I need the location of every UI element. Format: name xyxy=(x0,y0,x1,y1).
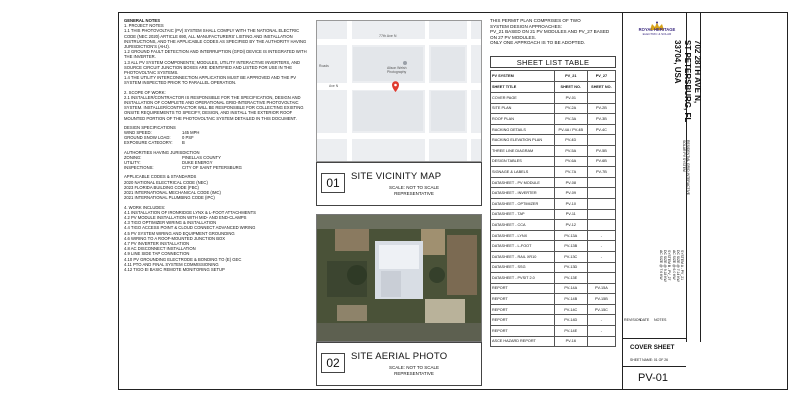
sheet-number-cell: - xyxy=(587,241,615,252)
sheet-number-cell xyxy=(587,273,615,284)
vicinity-map[interactable] xyxy=(316,20,482,162)
sheet-number-cell xyxy=(587,220,615,231)
work-item: 4.2 PV MODULE INSTALLATION WITH MID- AND END-CLAMPS xyxy=(124,214,247,220)
sheet-number-cell: PV-2A xyxy=(554,103,587,114)
aerial-photo-graphic xyxy=(317,215,482,342)
ahj-value: PINELLAS COUNTY xyxy=(182,154,221,160)
sheet-title-cell: SHEET TITLE xyxy=(491,82,555,93)
map-label-street: 77th Ave N xyxy=(379,34,397,38)
sheet-title-cell: RACKING DETAILS xyxy=(491,124,555,135)
codes-header: APPLICABLE CODES & STANDARDS xyxy=(124,174,197,180)
sheet-number-cell xyxy=(587,336,615,347)
project-note: 1.1 THIS PHOTOVOLTAIC (PV) SYSTEM SHALL COMPLY WITH THE NATIONAL ELECTRIC CODE (NEC 2020) ARTICLE 690, ALL MANUFACTURERS' LISTING AND INSTALLATION INSTRUCTIONS, AND THE APPLICABLE CODES AS SPECIFIED BY THE AUTHORITY HAVING JURISDICTION'S (AHJ). xyxy=(124,28,307,50)
sheet-number-cell: SHEET NO. xyxy=(587,82,615,93)
aerial-scale-note: REPRESENTATIVE xyxy=(394,370,434,376)
system-line: DC SIZE @ 9.18 KW xyxy=(663,250,668,282)
sheet-title-cell: DATASHEET - PV MODULE xyxy=(491,177,555,188)
sheet-title-cell: REPORT xyxy=(491,315,555,326)
sheet-title-cell: DATASHEET - L-FOOT xyxy=(491,241,555,252)
table-row xyxy=(491,283,616,294)
work-item: 4.1 INSTALLATION OF IRONRIDGE LYNX & L-FOOT ATTACHMENTS xyxy=(124,209,256,215)
system-line: AC SIZE @ 7.6 KW xyxy=(658,250,663,280)
sheet-number-cell: PV-14C xyxy=(554,304,587,315)
sheet-title-cell: REPORT xyxy=(491,304,555,315)
sheet-number-cell: PV-14B xyxy=(554,294,587,305)
sheet-number-cell: PV-01 xyxy=(554,93,587,104)
system-line: AC SIZE @ 6.0 KW xyxy=(671,250,676,280)
spec-key: WIND SPEED: xyxy=(124,130,152,136)
aerial-title-box xyxy=(316,342,482,386)
table-row xyxy=(491,145,616,156)
address-line: ST PETERSBURG, FL xyxy=(683,40,692,123)
sheet-title-cell: REPORT xyxy=(491,283,555,294)
table-row xyxy=(491,230,616,241)
design-specs-header: DESIGN SPECIFICATIONS xyxy=(124,124,176,130)
work-item: 4.6 WIRING TO A ROOF-MOUNTED JUNCTION BOX xyxy=(124,235,226,241)
code-item: 2023 FLORIDA BUILDING CODE (FBC) xyxy=(124,184,199,190)
title-block-divider xyxy=(622,12,623,390)
sheet-title-cell: COVER PAGE xyxy=(491,93,555,104)
work-item: 4.12 TIGO EI BASIC REMOTE MONITORING SETUP xyxy=(124,266,225,272)
work-item: 4.9 LINE SIDE TAP CONNECTION xyxy=(124,251,190,257)
sheet-number-cell: PV-4A / PV-4B xyxy=(554,124,587,135)
sheet-number-cell: PV-4C xyxy=(587,124,615,135)
sheet-number-cell: PV-14E xyxy=(554,326,587,337)
table-row xyxy=(491,273,616,284)
sheet-number-cell xyxy=(587,198,615,209)
sheet-number-cell: PV-15B xyxy=(587,294,615,305)
system-line: SYSTEM B - PV_27 xyxy=(667,250,672,281)
work-item: 4.7 PV INVERTER INSTALLATION xyxy=(124,240,190,246)
sheet-title-cell: DATASHEET - SSG xyxy=(491,262,555,273)
table-row xyxy=(491,220,616,231)
table-header-row xyxy=(491,71,616,82)
sheet-title-cell: SITE PLAN xyxy=(491,103,555,114)
sheet-number-cell xyxy=(587,177,615,188)
aerial-number: 02 xyxy=(321,353,345,373)
aerial-scale-text: SCALE: NOT TO SCALE xyxy=(388,365,440,370)
table-row xyxy=(491,156,616,167)
project-address xyxy=(672,40,702,122)
project-note: 1.3 ALL PV SYSTEM COMPONENTS; MODULES, UTILITY INTERACTIVE INVERTERS, AND SOURCE CIRCUIT JUNCTION BOXES ARE IDENTIFIED AND LISTED FOR USE IN THE PHOTOVOLTAIC SYSTEMS. xyxy=(124,59,301,76)
sheet-number-cell: PV-16 xyxy=(554,336,587,347)
sheet-number-cell xyxy=(587,262,615,273)
work-header: 4. WORK INCLUDES: xyxy=(124,204,166,210)
notes-col: NOTES xyxy=(654,318,667,322)
sheet-list-title: SHEET LIST TABLE xyxy=(490,56,616,68)
sheet-number-cell: PV-13E xyxy=(554,273,587,284)
sheet-number-cell: PV-6A xyxy=(554,156,587,167)
work-item: 4.4 TIGO ACCESS POINT & CLOUD CONNECT ADVANCED WIRING xyxy=(124,225,256,231)
sheet-number-cell xyxy=(587,188,615,199)
sheet-number-cell: PV-7A xyxy=(554,167,587,178)
sheet-title-cell: DATASHEET - PVSIT 2.0 xyxy=(491,273,555,284)
project-desc-line: RESIDENTIAL GRID-INTERACTIVE xyxy=(686,140,690,196)
sheet-number-cell: PV-7B xyxy=(587,167,615,178)
table-row xyxy=(491,103,616,114)
sheet-number-cell: - xyxy=(587,315,615,326)
system-line: DC SIZE @ 7.14 KW xyxy=(675,250,680,282)
vicinity-scale-text: SCALE: NOT TO SCALE xyxy=(388,185,440,190)
project-description xyxy=(682,140,690,195)
vicinity-title-box xyxy=(316,162,482,206)
table-row xyxy=(491,198,616,209)
company-name: ROYAL HERITAGE xyxy=(638,27,676,32)
approach-line: SYSTEM DESIGN APPROACHES: xyxy=(490,23,562,29)
date-col: DATE xyxy=(640,318,650,322)
sheet-number-cell: PV-15C xyxy=(587,304,615,315)
project-note: 1.4 THE UTILITY INTERCONNECTION APPLICATION MUST BE APPROVED AND THE PV SYSTEM INSPECTED PRIOR TO PARALLEL OPERATION. xyxy=(124,75,297,86)
table-row xyxy=(491,93,616,104)
map-label-business: Alison Welsh Photography xyxy=(387,66,407,74)
spec-value: B xyxy=(182,140,185,146)
work-item: 4.3 TIGO OPTIMIZER WIRING & INSTALLATION xyxy=(124,220,217,226)
general-notes xyxy=(124,16,308,386)
table-row xyxy=(491,294,616,305)
vicinity-number: 01 xyxy=(321,173,345,193)
sheet-number-cell: PV-10 xyxy=(554,198,587,209)
sheet-number-cell xyxy=(587,209,615,220)
sheet-number-cell: PV-2B xyxy=(587,103,615,114)
table-row xyxy=(491,188,616,199)
map-label-roads: Roads xyxy=(319,64,329,68)
code-item: 2021 INTERNATIONAL MECHANICAL CODE (IMC) xyxy=(124,190,221,196)
code-item: 2021 INTERNATIONAL PLUMBING CODE (IPC) xyxy=(124,195,215,201)
vicinity-scale xyxy=(351,185,477,196)
work-item: 4.11 PTO AND FINAL SYSTEM COMMISSIONING xyxy=(124,261,219,267)
code-item: 2020 NATIONAL ELECTRICAL CODE (NEC) xyxy=(124,179,208,185)
scope-text: 2.1 INSTALLER/CONTRACTOR IS RESPONSIBLE FOR THE SPECIFICATION, DESIGN AND INSTALLATION OF COMPLETE AND OPERATIONAL GRID-INTERACTIVE PHOTOVOLTAIC SYSTEM. INSTALLER/CONTRACTOR WILL BE RESPONSIBLE FOR COLLECTING EXISTING ONSITE REQUIREMENTS TO SPECIFY, DESIGN, AND INSTALL THE EXTERIOR ROOF MOUNTED PORTION OF THE PHOTOVOLTAIC SYSTEM DETAILED IN THIS DOCUMENT. xyxy=(124,94,304,121)
ahj-value: CITY OF SAINT PETERSBURG xyxy=(182,165,242,171)
system-line: SYSTEM A - PV_21 xyxy=(680,250,684,280)
project-desc-line: SOLAR PV SYSTEM xyxy=(681,140,686,172)
sheet-number-cell: SHEET NO. xyxy=(554,82,587,93)
approach-line: ONLY ONE APPROACH IS TO BE ADOPTED. xyxy=(490,40,586,46)
table-row xyxy=(491,135,616,146)
sheet-number-cell: PV-13C xyxy=(554,251,587,262)
sheet-number-cell xyxy=(587,93,615,104)
sheet-number-cell: PV-5A xyxy=(554,145,587,156)
sheet-of: SHEET NAME: 01 OF 26 xyxy=(630,358,669,362)
sheet-list-table xyxy=(490,70,616,347)
sheet-number-cell: PV-11 xyxy=(554,209,587,220)
ahj-key: INSPECTIONS: xyxy=(124,165,154,171)
sheet-title-cell: REPORT xyxy=(491,326,555,337)
header-cell: PV SYSTEM xyxy=(491,71,555,82)
system-summary xyxy=(659,250,684,282)
cover-divider-top xyxy=(622,338,686,339)
table-row xyxy=(491,209,616,220)
sheet-number-cell: PV-13D xyxy=(554,262,587,273)
sheet-title-cell: ASCE HAZARD REPORT xyxy=(491,336,555,347)
table-row xyxy=(491,262,616,273)
company-subtitle: ELECTRIC & SOLAR xyxy=(642,32,672,36)
sheet-title-cell: SIGNAGE & LABELS xyxy=(491,167,555,178)
header-cell: PV_27 xyxy=(587,71,615,82)
aerial-title: SITE AERIAL PHOTO xyxy=(351,351,448,362)
sheet-number: PV-01 xyxy=(638,372,668,384)
table-row xyxy=(491,124,616,135)
revision-header xyxy=(624,318,686,322)
work-item: 4.5 PV SYSTEM WIRING AND EQUIPMENT GROUNDING xyxy=(124,230,235,236)
approach-line: THIS PERMIT PLAN COMPRISES OF TWO xyxy=(490,18,581,23)
design-approach-note xyxy=(490,18,620,46)
sheet-title-cell: DATASHEET - LYNX xyxy=(491,230,555,241)
header-cell: PV_21 xyxy=(554,71,587,82)
sheet-title-cell: DATASHEET - OPTIMIZER xyxy=(491,198,555,209)
sheet-title-cell: ROOF PLAN xyxy=(491,114,555,125)
sheet-number-cell: PV-15A xyxy=(587,283,615,294)
cover-divider-bottom xyxy=(622,366,686,367)
table-row xyxy=(491,336,616,347)
sheet-number-cell: PV-12 xyxy=(554,220,587,231)
sheet-number-cell: PV-09 xyxy=(554,188,587,199)
table-row xyxy=(491,315,616,326)
table-row xyxy=(491,114,616,125)
sheet-number-cell: PV-3A xyxy=(554,114,587,125)
map-label-avenue: Ave N xyxy=(329,84,339,88)
sheet-number-cell xyxy=(587,135,615,146)
sheet-title-cell: REPORT xyxy=(491,294,555,305)
aerial-photo[interactable] xyxy=(316,214,482,342)
spec-value: 145 MPH xyxy=(182,130,200,136)
sheet-title-cell: DATASHEET - RAIL XR10 xyxy=(491,251,555,262)
sheet-number-cell: PV-14A xyxy=(554,283,587,294)
approach-line: PV_21 BASED ON 21 PV MODULES AND PV_27 BASED xyxy=(490,29,610,35)
revision-col: REVISION xyxy=(624,318,642,322)
sheet-title-cell: DATASHEET - TAP xyxy=(491,209,555,220)
table-row xyxy=(491,82,616,93)
general-notes-header: GENERAL NOTES xyxy=(124,18,160,23)
address-line: 702 28TH AVE N, xyxy=(693,40,702,104)
vicinity-scale-note: REPRESENTATIVE xyxy=(394,190,434,196)
work-item: 4.8 AC DISCONNECT INSTALLATION xyxy=(124,246,196,252)
sheet-number-cell: PV-3B xyxy=(587,114,615,125)
sheet-number-cell: PV-5B xyxy=(587,145,615,156)
sheet-number-cell: PV-13B xyxy=(554,241,587,252)
sheet-number-cell: PV-13A xyxy=(554,230,587,241)
sheet-title-cell: DESIGN TABLES xyxy=(491,156,555,167)
sheet-number-cell: PV-6B xyxy=(587,156,615,167)
sheet-number-cell: PV-08 xyxy=(554,177,587,188)
table-row xyxy=(491,326,616,337)
table-row xyxy=(491,304,616,315)
table-row xyxy=(491,251,616,262)
sheet-number-cell: - xyxy=(587,251,615,262)
table-row xyxy=(491,241,616,252)
sheet-title-cell: DATASHEET - CCA xyxy=(491,220,555,231)
ahj-key: ZONING: xyxy=(124,154,142,160)
sheet-number-cell: - xyxy=(587,230,615,241)
sheet-name: COVER SHEET xyxy=(630,344,675,351)
ahj-value: DUKE ENERGY xyxy=(182,160,213,166)
project-notes-header: 1. PROJECT NOTES xyxy=(124,23,164,29)
sheet-number-cell: PV-4D xyxy=(554,135,587,146)
approach-line: ON 27 PV MODULES. xyxy=(490,34,536,40)
project-note: 1.2 GROUND FAULT DETECTION AND INTERRUPTION (GFDI) DEVICE IS INTEGRATED WITH THE INVERTER. xyxy=(124,49,307,60)
table-row xyxy=(491,167,616,178)
spec-key: GROUND SNOW LOAD: xyxy=(124,135,171,141)
sheet-title-cell: THREE LINE DIAGRAM xyxy=(491,145,555,156)
vicinity-title: SITE VICINITY MAP xyxy=(351,171,442,182)
aerial-scale xyxy=(351,365,477,376)
work-item: 4.10 PV GROUNDING ELECTRODE & BONDING TO (E) GEC xyxy=(124,256,242,262)
sheet-title-cell: DATASHEET - INVERTER xyxy=(491,188,555,199)
sheet-number-cell: - xyxy=(587,326,615,337)
scope-header: 2. SCOPE OF WORK: xyxy=(124,89,166,95)
company-logo xyxy=(630,18,684,38)
spec-key: EXPOSURE CATEGORY: xyxy=(124,140,173,146)
vicinity-map-graphic xyxy=(317,21,482,162)
address-line: 33704, USA xyxy=(673,40,682,84)
ahj-header: AUTHORITIES HAVING JURISDICTION xyxy=(124,149,200,155)
ahj-key: UTILITY: xyxy=(124,160,141,166)
spec-value: 0 PSF xyxy=(182,135,194,141)
table-row xyxy=(491,177,616,188)
sheet-title-cell: RACKING ELEVATION PLAN xyxy=(491,135,555,146)
sheet-number-cell: PV-14D xyxy=(554,315,587,326)
